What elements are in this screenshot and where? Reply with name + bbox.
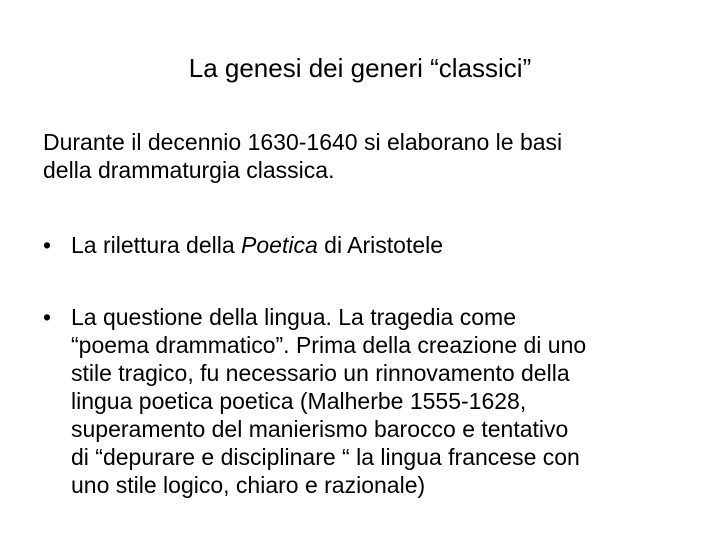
bullet-icon: • (43, 304, 52, 330)
bullet-text (71, 303, 688, 499)
slide-title: La genesi dei generi “classici” (188, 53, 532, 83)
bullet-line: lingua poetica poetica (Malherbe 1555-1628, (71, 388, 527, 414)
bullet-item-aristotle (43, 231, 688, 259)
bullet-text-part: La rilettura della (71, 232, 242, 258)
bullet-text (71, 231, 688, 259)
intro-line: della drammaturgia classica. (43, 157, 335, 183)
bullet-text-part: di Aristotele (317, 232, 444, 258)
bullet-text-italic: Poetica (241, 232, 318, 258)
bullet-item-language (43, 303, 688, 499)
bullet-line: superamento del manierismo barocco e tentativo (71, 416, 569, 442)
bullet-line: “poema drammatico”. Prima della creazione di uno (71, 332, 587, 358)
bullet-line: uno stile logico, chiaro e razionale) (71, 472, 426, 498)
intro-line: Durante il decennio 1630-1640 si elaborano le basi (43, 129, 563, 155)
intro-paragraph (43, 128, 683, 184)
bullet-line: stile tragico, fu necessario un rinnovamento della (71, 360, 570, 386)
bullet-line: La questione della lingua. La tragedia come (71, 304, 516, 330)
bullet-icon: • (43, 232, 52, 258)
bullet-line: di “depurare e disciplinare “ la lingua francese con (71, 444, 580, 470)
